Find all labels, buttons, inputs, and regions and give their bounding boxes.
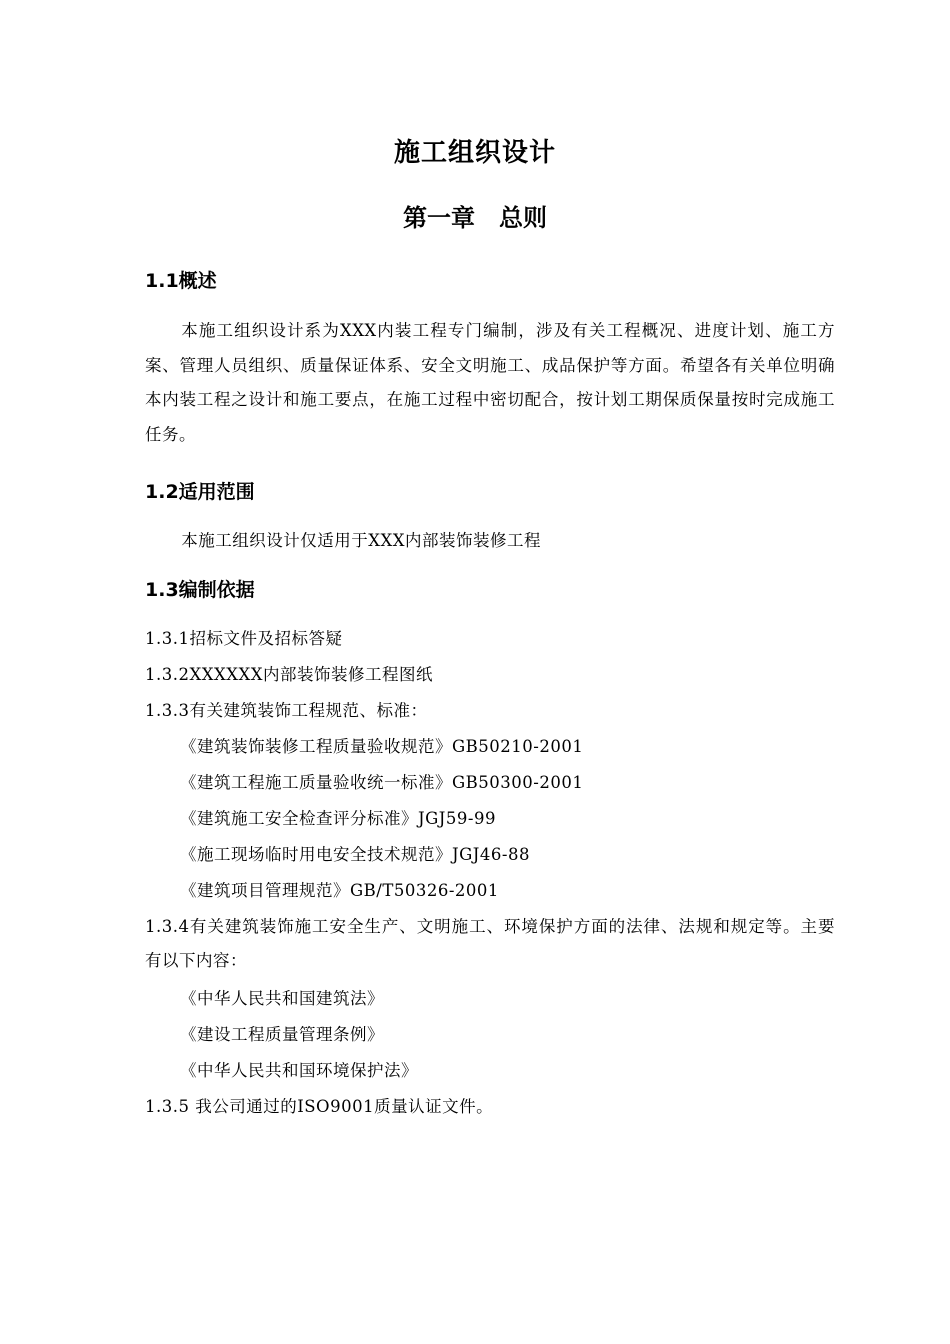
standard-item: 《建筑工程施工质量验收统一标准》GB50300-2001 — [180, 773, 584, 792]
section-heading-1-1: 1.1概述 — [145, 270, 217, 292]
list-item-1-3-5: 1.3.5 我公司通过的ISO9001质量认证文件。 — [145, 1097, 494, 1116]
chapter-title: 第一章 总则 — [403, 204, 547, 232]
standard-item: 《建筑施工安全检查评分标准》JGJ59-99 — [180, 809, 496, 828]
list-item-1-3-1: 1.3.1招标文件及招标答疑 — [145, 629, 343, 648]
law-item: 《中华人民共和国环境保护法》 — [180, 1061, 418, 1080]
section-heading-1-3: 1.3编制依据 — [145, 579, 255, 601]
document-title: 施工组织设计 — [393, 138, 556, 168]
law-item: 《建设工程质量管理条例》 — [180, 1025, 384, 1044]
standard-item: 《施工现场临时用电安全技术规范》JGJ46-88 — [180, 845, 530, 864]
section-heading-1-2: 1.2适用范围 — [145, 481, 255, 503]
list-item-1-3-4: 1.3.4有关建筑装饰施工安全生产、文明施工、环境保护方面的法律、法规和规定等。主要有以下内容： — [145, 917, 835, 970]
standard-item: 《建筑项目管理规范》GB/T50326-2001 — [180, 881, 499, 900]
list-item-1-3-2: 1.3.2XXXXXX内部装饰装修工程图纸 — [145, 665, 433, 684]
section-1-1-paragraph: 本施工组织设计系为XXX内装工程专门编制，涉及有关工程概况、进度计划、施工方案、管理人员组织、质量保证体系、安全文明施工、成品保护等方面。希望各有关单位明确本内装工程之设计和施工要点，在施工过程中密切配合，按计划工期保质保量按时完成施工任务。 — [145, 321, 835, 444]
law-item: 《中华人民共和国建筑法》 — [180, 989, 384, 1008]
list-item-1-3-3: 1.3.3有关建筑装饰工程规范、标准： — [145, 701, 428, 720]
standard-item: 《建筑装饰装修工程质量验收规范》GB50210-2001 — [180, 737, 584, 756]
section-1-2-paragraph: 本施工组织设计仅适用于XXX内部装饰装修工程 — [181, 531, 542, 550]
